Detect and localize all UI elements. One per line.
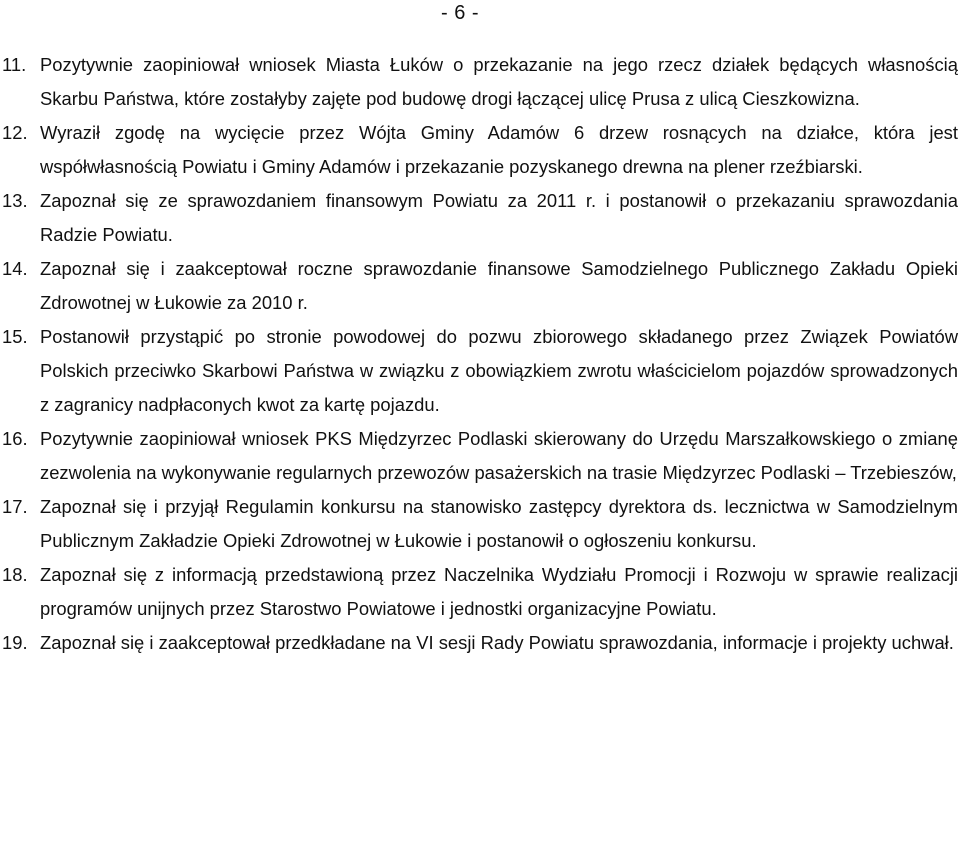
list-item bbox=[0, 626, 958, 660]
list-item bbox=[0, 320, 958, 422]
item-text: Zapoznał się z informacją przedstawioną przez Naczelnika Wydziału Promocji i Rozwoju w sprawie realizacji programów unijnych przez Starostwo Powiatowe i jednostki organizacyjne Powiatu. bbox=[40, 564, 958, 619]
item-number: 11. bbox=[2, 54, 27, 75]
list-item bbox=[0, 490, 958, 558]
list-item bbox=[0, 252, 958, 320]
item-text: Zapoznał się i zaakceptował roczne sprawozdanie finansowe Samodzielnego Publicznego Zakładu Opieki Zdrowotnej w Łukowie za 2010 r. bbox=[40, 258, 958, 313]
item-text: Zapoznał się i zaakceptował przedkładane na VI sesji Rady Powiatu sprawozdania, informacje i projekty uchwał. bbox=[40, 632, 954, 653]
resolution-list bbox=[0, 48, 958, 660]
item-text: Pozytywnie zaopiniował wniosek Miasta Łuków o przekazanie na jego rzecz działek będących własnością Skarbu Państwa, które zostałyby zajęte pod budowę drogi łączącej ulicę Prusa z ulicą Cieszkowizna. bbox=[40, 54, 958, 109]
item-text: Zapoznał się i przyjął Regulamin konkursu na stanowisko zastępcy dyrektora ds. lecznictwa w Samodzielnym Publicznym Zakładzie Opieki Zdrowotnej w Łukowie i postanowił o ogłoszeniu konkursu. bbox=[40, 496, 958, 551]
item-number: 19. bbox=[2, 632, 28, 653]
page-number: - 6 - bbox=[441, 2, 480, 24]
item-text: Wyraził zgodę na wycięcie przez Wójta Gminy Adamów 6 drzew rosnących na działce, która jest współwłasnością Powiatu i Gminy Adamów i przekazanie pozyskanego drewna na plener rzeźbiarski. bbox=[40, 122, 958, 177]
item-number: 17. bbox=[2, 496, 28, 517]
item-text: Postanowił przystąpić po stronie powodowej do pozwu zbiorowego składanego przez Związek Powiatów Polskich przeciwko Skarbowi Państwa w związku z obowiązkiem zwrotu właścicielom pojazdów sprowadzonych z zagranicy nadpłaconych kwot za kartę pojazdu. bbox=[40, 326, 958, 415]
item-number: 14. bbox=[2, 258, 28, 279]
item-text: Zapoznał się ze sprawozdaniem finansowym Powiatu za 2011 r. i postanowił o przekazaniu sprawozdania Radzie Powiatu. bbox=[40, 190, 958, 245]
list-item bbox=[0, 184, 958, 252]
list-item bbox=[0, 422, 958, 490]
item-number: 16. bbox=[2, 428, 28, 449]
item-number: 12. bbox=[2, 122, 28, 143]
item-number: 15. bbox=[2, 326, 28, 347]
list-item bbox=[0, 558, 958, 626]
item-number: 18. bbox=[2, 564, 28, 585]
list-item bbox=[0, 48, 958, 116]
list-item bbox=[0, 116, 958, 184]
item-text: Pozytywnie zaopiniował wniosek PKS Międzyrzec Podlaski skierowany do Urzędu Marszałkowskiego o zmianę zezwolenia na wykonywanie regularnych przewozów pasażerskich na trasie Międzyrzec Podlaski – Trzebieszów, bbox=[40, 428, 958, 483]
item-number: 13. bbox=[2, 190, 28, 211]
